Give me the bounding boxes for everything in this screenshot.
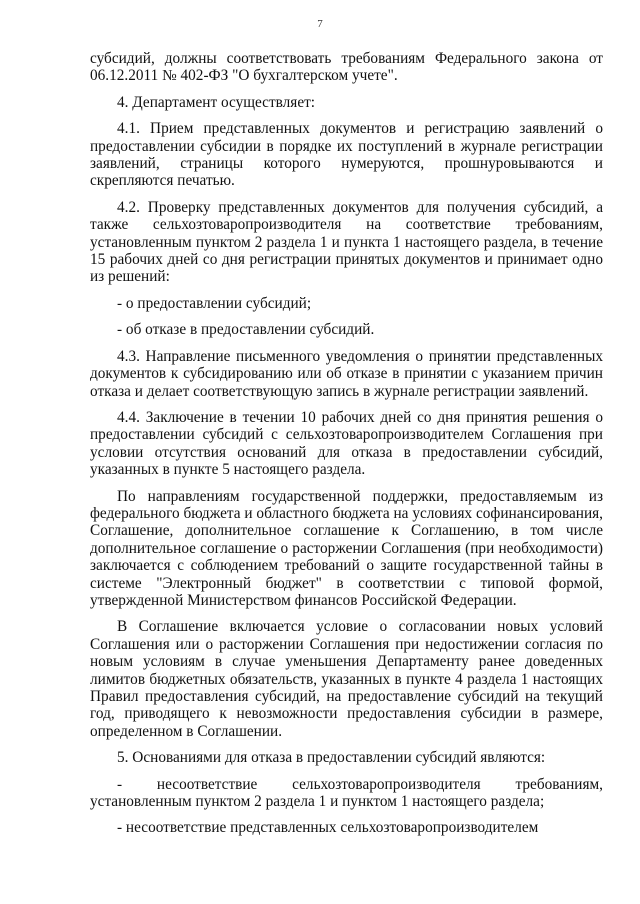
document-body [90, 50, 603, 846]
paragraph-4-2: 4.2. Проверку представленных документов для получения субсидий, а также сельхозтоваропроизводителя на соответствие требованиям, установленным пунктом 2 раздела 1 и пункта 1 настоящего раздела, в течение 15 рабочих дней со дня регистрации принятых документов и принимает одно из решений: [90, 198, 603, 286]
list-item-refusal: - об отказе в предоставлении субсидий. [117, 321, 375, 339]
paragraph-4-1: 4.1. Прием представленных документов и регистрацию заявлений о предоставлении субсидии в порядке их поступлений в журнале регистрации заявлений, страницы которого нумеруются, прошнуровываются и скрепляются печатью. [90, 120, 603, 190]
paragraph-continuation: субсидий, должны соответствовать требованиям Федерального закона от 06.12.2011 № 402-ФЗ "О бухгалтерском учете". [90, 50, 603, 85]
paragraph-4-4: 4.4. Заключение в течении 10 рабочих дней со дня принятия решения о предоставлении субсидий с сельхозтоваропроизводителем Соглашения при условии отсутствия оснований для отказа в предоставлении субсидий, указанных в пункте 5 настоящего раздела. [90, 408, 603, 479]
paragraph-4-3: 4.3. Направление письменного уведомления о принятии представленных документов к субсидированию или об отказе в принятии с указанием причин отказа и делает соответствующую запись в журнале регистрации заявлений. [90, 347, 603, 400]
list-item-nonconformity-producer: - несоответствие сельхозтоваропроизводителя требованиям, установленным пунктом 2 раздела 1 и пунктом 1 настоящего раздела; [90, 775, 603, 811]
page-number: 7 [317, 18, 323, 30]
paragraph-federal-support: По направлениям государственной поддержки, предоставляемым из федерального бюджета и областного бюджета на условиях софинансирования, Соглашение, дополнительное соглашение к Соглашению, в том числе дополнительное соглашение о расторжении Соглашения (при необходимости) заключается с соблюдением требований о защите государственной тайны в системе "Электронный бюджет" в соответствии с типовой формой, утвержденной Министерством финансов Российской Федерации. [90, 487, 603, 609]
list-item-grant: - о предоставлении субсидий; [117, 294, 312, 312]
paragraph-section-4-heading: 4. Департамент осуществляет: [117, 93, 316, 111]
paragraph-section-5-heading: 5. Основаниями для отказа в предоставлении субсидий являются: [117, 749, 546, 767]
paragraph-agreement-conditions: В Соглашение включается условие о согласовании новых условий Соглашения или о расторжении Соглашения при недостижении согласия по новым условиям в случае уменьшения Департаменту ранее доведенных лимитов бюджетных обязательств, указанных в пункте 4 раздела 1 настоящих Правил предоставления субсидий, на предоставление субсидий на текущий год, приводящего к невозможности предоставления субсидии в размере, определенном в Соглашении. [90, 618, 603, 740]
list-item-nonconformity-documents: - несоответствие представленных сельхозтоваропроизводителем [117, 819, 539, 837]
